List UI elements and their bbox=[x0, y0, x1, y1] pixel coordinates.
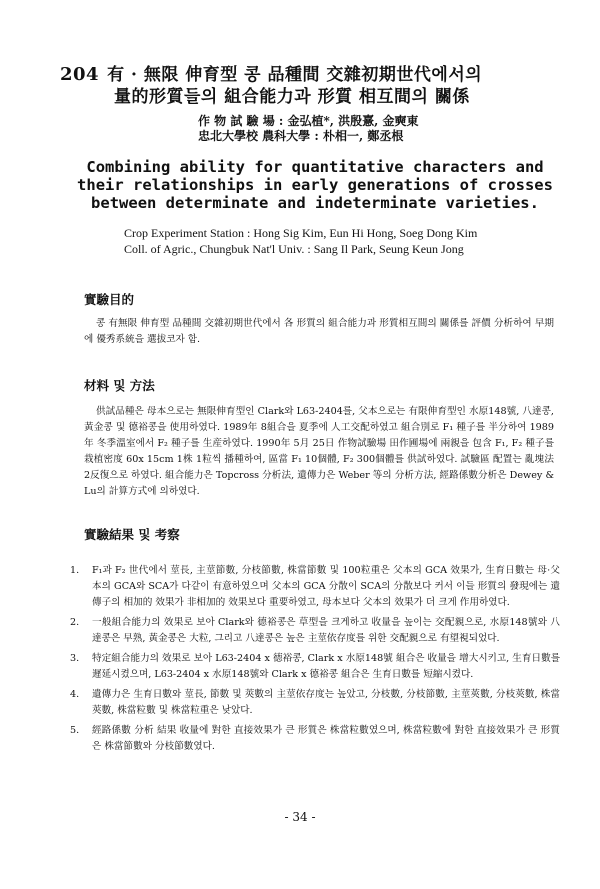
objective-paragraph: 콩 有無限 伸育型 品種間 交雜初期世代에서 各 形質의 組合能力과 形質相互間의 關係를 評價 分析하여 早期에 優秀系統을 選拔코자 함. bbox=[84, 318, 554, 345]
english-title-line-3: between determinate and indeterminate varieties. bbox=[91, 194, 539, 212]
result-item-number: 4. bbox=[70, 689, 80, 700]
result-item-text: 經路係數 分析 結果 收量에 對한 直接效果가 큰 形質은 株當粒數였으며, 株當粒數에 對한 直接效果가 큰 形質은 株當節數와 分枝節數였다. bbox=[92, 725, 560, 752]
korean-authors-line-2: 忠北大學校 農科大學 : 朴相一, 鄭丞根 bbox=[198, 129, 404, 143]
english-authors-line-1: Crop Experiment Station : Hong Sig Kim, Eun Hi Hong, Soeg Dong Kim bbox=[124, 226, 478, 240]
korean-title-line-2: 量的形質들의 組合能力과 形質 相互間의 關係 bbox=[114, 87, 470, 107]
page-number: - 34 - bbox=[284, 810, 316, 824]
result-item-number: 2. bbox=[70, 617, 80, 628]
result-item-text: 特定組合能力의 效果로 보아 L63-2404 x 德裕콩, Clark x 水原148號 組合은 收量을 增大시키고, 生育日數를 遲延시켰으며, L63-2404 x 水原148號와 Clark x 德裕콩 組合은 生育日數를 短縮시켰다. bbox=[92, 653, 560, 680]
korean-title bbox=[60, 64, 560, 108]
results-list bbox=[70, 563, 560, 759]
korean-authors bbox=[198, 114, 418, 144]
korean-title-line-1 bbox=[60, 64, 560, 86]
section-heading-results: 實驗結果 및 考察 bbox=[84, 527, 180, 542]
english-authors bbox=[124, 225, 477, 257]
result-item bbox=[70, 723, 560, 755]
korean-title-text-1: 有 · 無限 伸育型 콩 品種間 交雜初期世代에서의 bbox=[107, 65, 483, 85]
result-item-text: 遺傳力은 生育日數와 莖長, 節數 및 莢數의 主莖依存度는 높았고, 分枝數, 分枝節數, 主莖莢數, 分枝莢數, 株當莢數, 株當粒數 및 株當粒重은 낮았다. bbox=[92, 689, 560, 716]
result-item bbox=[70, 687, 560, 719]
result-item bbox=[70, 615, 560, 647]
result-item-text: 一般組合能力의 效果로 보아 Clark와 德裕콩은 草型을 크게하고 收量을 높이는 交配親으로, 水原148號와 八達콩은 早熟, 黃金콩은 大粒, 그리고 八達콩은 높은 主莖依存度를 위한 交配親으로 有望視되었다. bbox=[92, 617, 560, 644]
result-item-number: 3. bbox=[70, 653, 80, 664]
abstract-number: 204 bbox=[60, 64, 100, 85]
result-item bbox=[70, 651, 560, 683]
result-item bbox=[70, 563, 560, 611]
result-item-number: 5. bbox=[70, 725, 80, 736]
english-title-line-1: Combining ability for quantitative characters and bbox=[86, 158, 544, 176]
result-item-number: 1. bbox=[70, 565, 80, 576]
section-heading-methods: 材料 및 方法 bbox=[84, 378, 155, 393]
korean-authors-line-1: 作 物 試 驗 場 : 金弘植*, 洪殷憙, 金奭東 bbox=[198, 114, 419, 128]
english-title bbox=[60, 158, 570, 212]
result-item-text: F₁과 F₂ 世代에서 莖長, 主莖節數, 分枝節數, 株當節數 및 100粒重은 父本의 GCA 效果가, 生育日數는 母·父本의 GCA와 SCA가 다같이 有意하였으며 父本의 GCA 分散이 SCA의 分散보다 커서 이들 形質의 發現에는 遺傳子의 相加的 效果가 非相加的 效果보다 重要하였고, 母本보다 父本의 效果가 더 크게 作用하였다. bbox=[92, 565, 560, 608]
english-authors-line-2: Coll. of Agric., Chungbuk Nat'l Univ. : Sang Il Park, Seung Keun Jong bbox=[124, 242, 464, 256]
methods-paragraph: 供試品種은 母本으로는 無限伸育型인 Clark와 L63-2404를, 父本으로는 有限伸育型인 水原148號, 八達콩, 黃金콩 및 德裕콩을 使用하였다. 1989年 8組合을 夏季에 人工交配하였고 組合別로 F₁ 種子를 半分하여 1989年 冬季溫室에서 F₂ 種子를 生産하였다. 1990年 5月 25日 作物試驗場 田作圃場에 兩親을 包含 F₁, F₂ 種子를 栽植密度 60x 15cm 1株 1粒씩 播種하여, 區當 F₁ 10個體, F₂ 300個體를 供試하였다. 試驗區 配置는 亂塊法 2反復으로 하였다. 組合能力은 Topcross 分析法, 遺傳力은 Weber 等의 分析方法, 經路係數分析은 Dewey & Lu의 計算方式에 의하였다. bbox=[84, 406, 554, 497]
section-heading-objective: 實驗目的 bbox=[84, 292, 135, 307]
english-title-line-2: their relationships in early generations of crosses bbox=[77, 176, 553, 194]
